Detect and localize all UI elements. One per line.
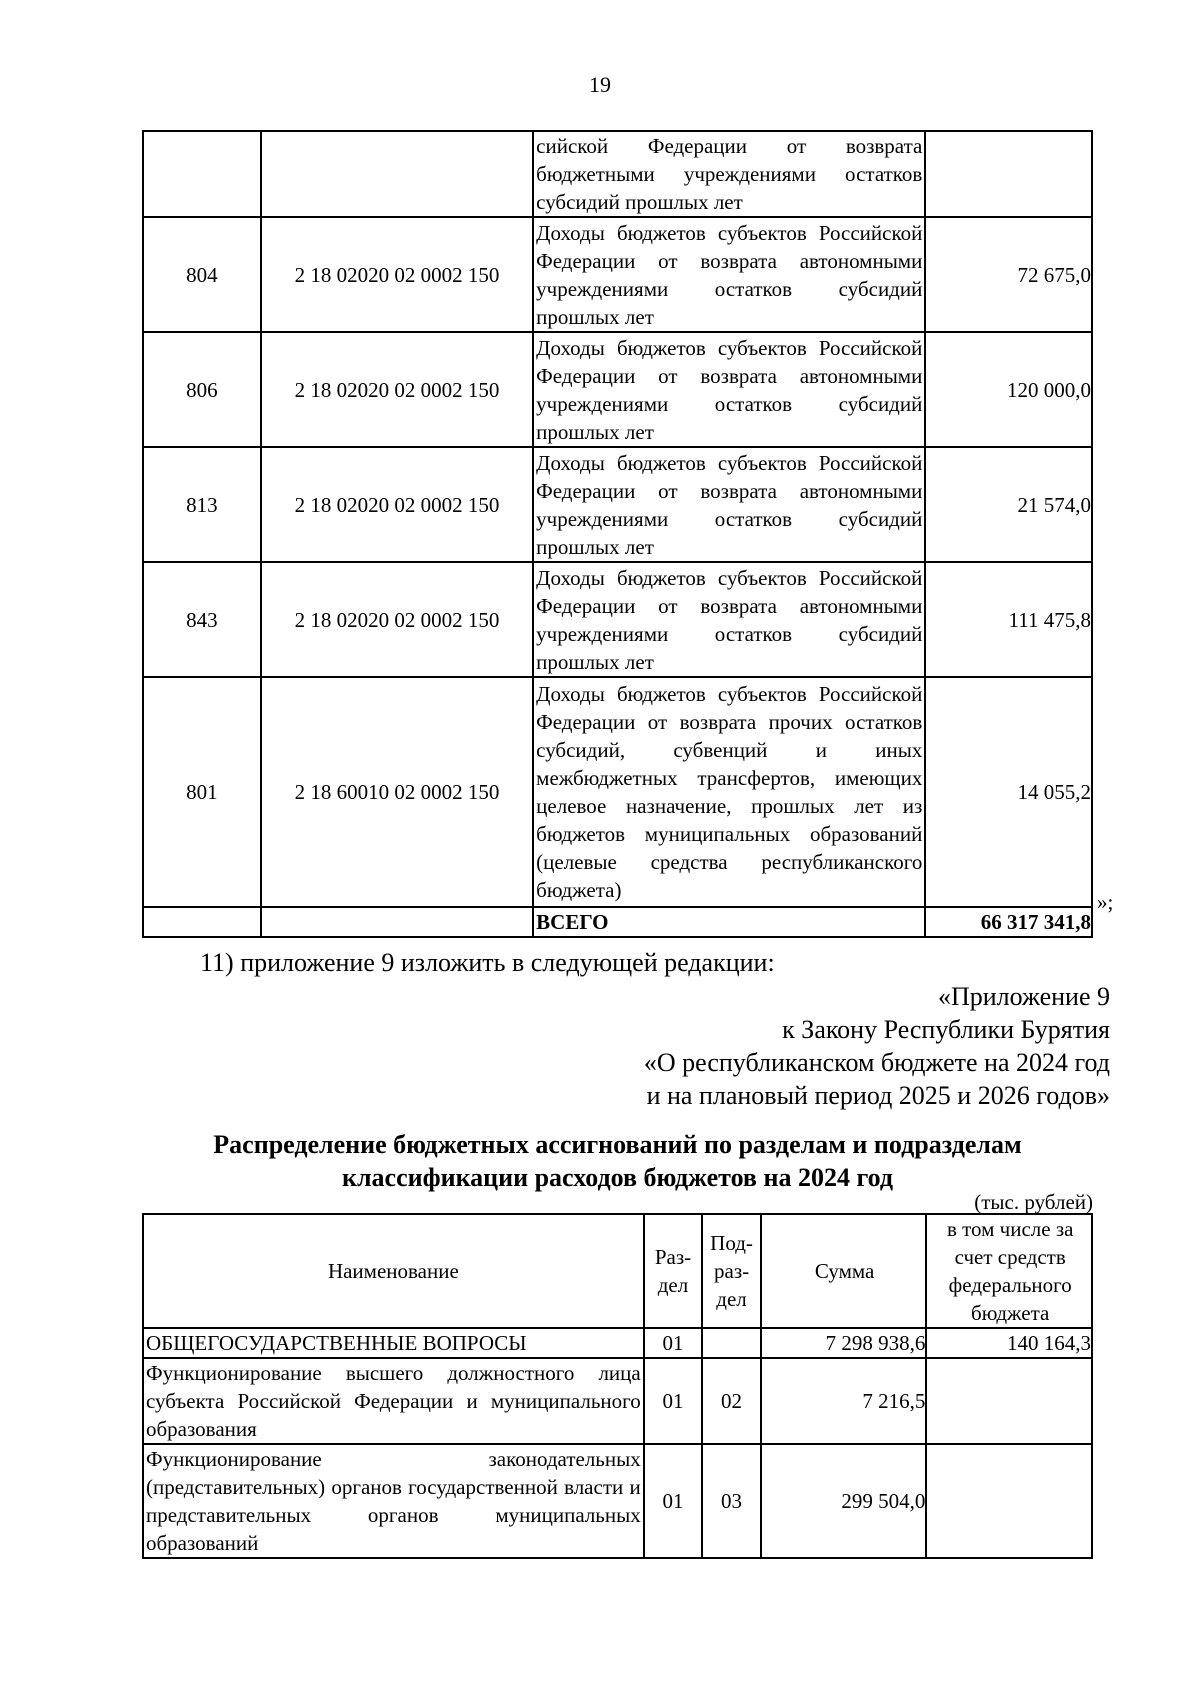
row-razdel: 01	[644, 1358, 703, 1444]
admin-code-cell: 813	[143, 447, 261, 562]
row-federal: 140 164,3	[926, 1328, 1092, 1358]
empty-cell	[261, 907, 533, 937]
header-row	[143, 1214, 1092, 1328]
closing-quote: »;	[1097, 890, 1114, 914]
row-podrazdel	[702, 1328, 761, 1358]
description-cell: сийской Федерации от возврата бюджетными учреждениями остатков субсидий прошлых лет	[533, 131, 925, 217]
header-razdel: Раз- дел	[644, 1214, 703, 1328]
units-label: (тыс. рублей)	[974, 1190, 1093, 1214]
title-line: Распределение бюджетных ассигнований по разделам и подразделам	[213, 1130, 1022, 1159]
row-name: Функционирование законодательных (представительных) органов государственной власти и представительных органов муниципальных образований	[143, 1444, 644, 1558]
amount-cell: 72 675,0	[925, 217, 1092, 332]
kbk-cell	[261, 131, 533, 217]
description-cell: Доходы бюджетов субъектов Российской Федерации от возврата автономными учреждениями остатков субсидий прошлых лет	[533, 447, 925, 562]
appendix-header	[644, 980, 1110, 1112]
header-name: Наименование	[143, 1214, 644, 1328]
table-row	[143, 131, 1092, 217]
section-title	[142, 1128, 1093, 1194]
amount-cell: 120 000,0	[925, 332, 1092, 447]
description-cell: Доходы бюджетов субъектов Российской Федерации от возврата автономными учреждениями остатков субсидий прошлых лет	[533, 217, 925, 332]
total-amount: 66 317 341,8	[925, 907, 1092, 937]
admin-code-cell: 801	[143, 677, 261, 907]
admin-code-cell: 804	[143, 217, 261, 332]
appendix-line: к Закону Республики Бурятия	[782, 1015, 1110, 1044]
kbk-cell: 2 18 60010 02 0002 150	[261, 677, 533, 907]
row-sum: 7 216,5	[761, 1358, 927, 1444]
appendix-line: «Приложение 9	[937, 982, 1110, 1011]
header-sum: Сумма	[761, 1214, 927, 1328]
table-row	[143, 562, 1092, 677]
table-row	[143, 1444, 1092, 1558]
row-razdel: 01	[644, 1328, 703, 1358]
total-row	[143, 907, 1092, 937]
appendix-line: «О республиканском бюджете на 2024 год	[643, 1048, 1110, 1077]
row-podrazdel: 03	[702, 1444, 761, 1558]
table-row	[143, 1328, 1092, 1358]
appendix-line: и на плановый период 2025 и 2026 годов»	[646, 1081, 1110, 1110]
row-podrazdel: 02	[702, 1358, 761, 1444]
row-name: Функционирование высшего должностного лица субъекта Российской Федерации и муниципального образования	[143, 1358, 644, 1444]
admin-code-cell: 806	[143, 332, 261, 447]
admin-code-cell: 843	[143, 562, 261, 677]
row-federal	[926, 1444, 1092, 1558]
title-line: классификации расходов бюджетов на 2024 год	[341, 1163, 894, 1192]
amount-cell: 14 055,2	[925, 677, 1092, 907]
amount-cell: 111 475,8	[925, 562, 1092, 677]
kbk-cell: 2 18 02020 02 0002 150	[261, 332, 533, 447]
table-row	[143, 332, 1092, 447]
amount-cell: 21 574,0	[925, 447, 1092, 562]
kbk-cell: 2 18 02020 02 0002 150	[261, 562, 533, 677]
amendment-item: 11) приложение 9 изложить в следующей редакции:	[200, 948, 775, 977]
amount-cell	[925, 131, 1092, 217]
description-cell: Доходы бюджетов субъектов Российской Федерации от возврата прочих остатков субсидий, субвенций и иных межбюджетных трансфертов, имеющих целевое назначение, прошлых лет из бюджетов муниципальных образований (целевые средства республиканского бюджета)	[533, 677, 925, 907]
revenue-table	[142, 130, 1093, 938]
description-cell: Доходы бюджетов субъектов Российской Федерации от возврата автономными учреждениями остатков субсидий прошлых лет	[533, 332, 925, 447]
header-podrazdel: Под- раз- дел	[702, 1214, 761, 1328]
page-number: 19	[589, 72, 611, 97]
table-row	[143, 217, 1092, 332]
row-sum: 299 504,0	[761, 1444, 927, 1558]
description-cell: Доходы бюджетов субъектов Российской Федерации от возврата автономными учреждениями остатков субсидий прошлых лет	[533, 562, 925, 677]
kbk-cell: 2 18 02020 02 0002 150	[261, 217, 533, 332]
table-row	[143, 677, 1092, 907]
header-federal: в том числе за счет средств федерального бюджета	[926, 1214, 1092, 1328]
row-razdel: 01	[644, 1444, 703, 1558]
kbk-cell: 2 18 02020 02 0002 150	[261, 447, 533, 562]
empty-cell	[143, 907, 261, 937]
admin-code-cell	[143, 131, 261, 217]
row-federal	[926, 1358, 1092, 1444]
table-row	[143, 447, 1092, 562]
table-row	[143, 1358, 1092, 1444]
row-name: ОБЩЕГОСУДАРСТВЕННЫЕ ВОПРОСЫ	[143, 1328, 644, 1358]
expenditure-table	[142, 1213, 1093, 1559]
row-sum: 7 298 938,6	[761, 1328, 927, 1358]
total-label: ВСЕГО	[533, 907, 925, 937]
